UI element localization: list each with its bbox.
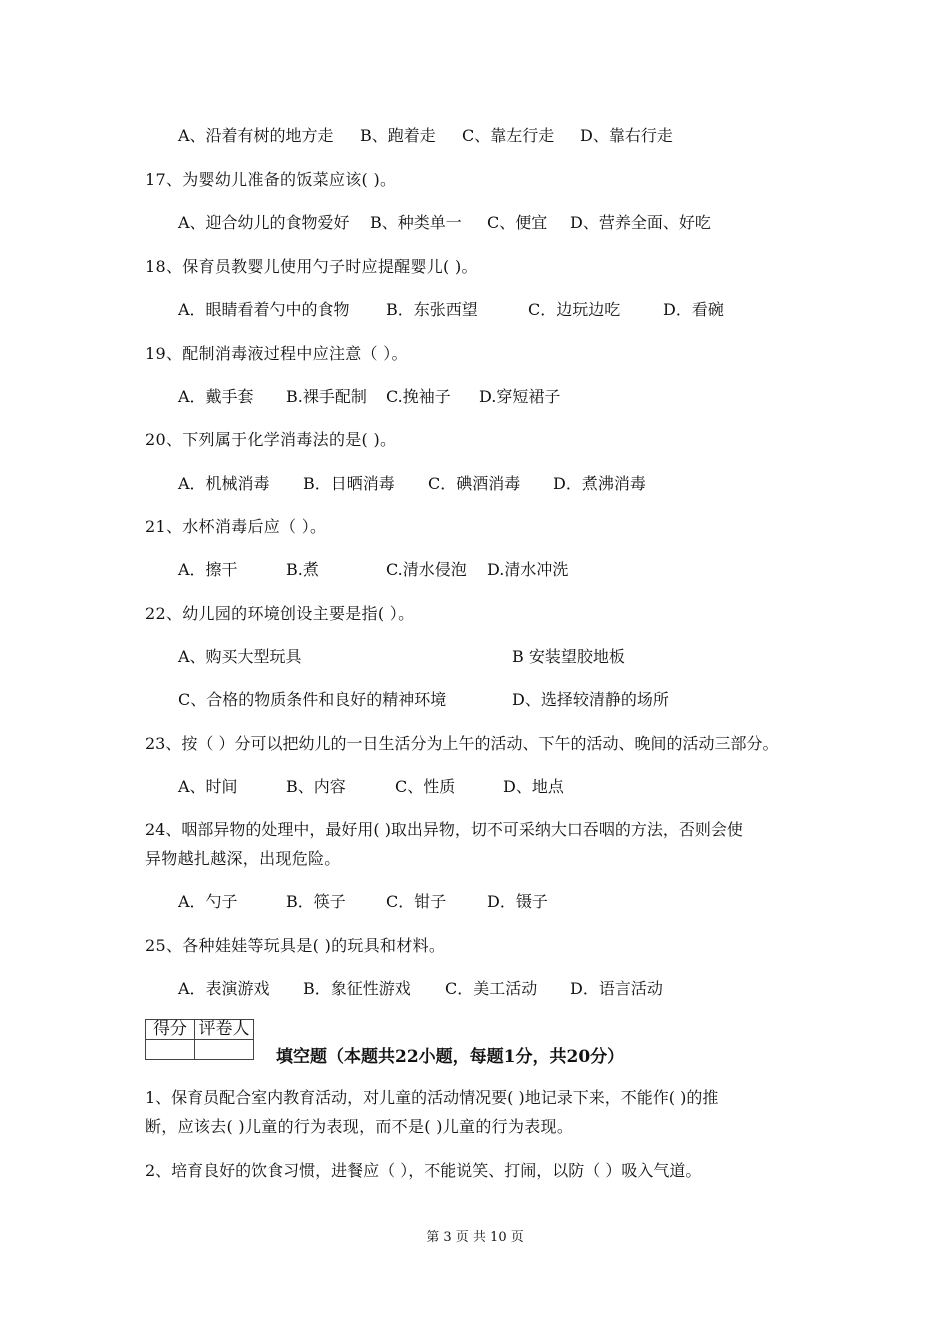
q24-option-a: A．勺子 [178, 892, 238, 911]
score-label: 得分 [146, 1020, 195, 1040]
q25-option-c: C．美工活动 [445, 979, 538, 998]
q22-option-a: A、购买大型玩具 [178, 647, 302, 666]
q19-option-a: A．戴手套 [178, 387, 254, 406]
q24-option-c: C．钳子 [386, 892, 447, 911]
score-cell [146, 1040, 195, 1060]
grader-cell [195, 1040, 254, 1060]
grader-label: 评卷人 [195, 1020, 254, 1040]
q17-question: 17、为婴幼儿准备的饭菜应该( )。 [145, 170, 397, 189]
q16-option-a: A、沿着有树的地方走 [178, 126, 334, 145]
q23-option-a: A、时间 [178, 777, 238, 796]
q19-option-c: C.挽袖子 [386, 387, 451, 406]
page-footer: 第 3 页 共 10 页 [426, 1230, 524, 1245]
q25-option-b: B．象征性游戏 [303, 979, 411, 998]
q19-question: 19、配制消毒液过程中应注意（ ）。 [145, 344, 408, 363]
q22-option-c: C、合格的物质条件和良好的精神环境 [178, 690, 447, 709]
q17-option-b: B、种类单一 [370, 213, 462, 232]
q23-option-b: B、内容 [286, 777, 346, 796]
fill2-question: 2、培育良好的饮食习惯，进餐应（ ），不能说笑、打闹，以防（ ）吸入气道。 [145, 1161, 702, 1180]
q25-option-a: A．表演游戏 [178, 979, 270, 998]
q16-option-c: C、靠左行走 [462, 126, 555, 145]
section-title: 填空题（本题共22小题，每题1分，共20分） [276, 1047, 625, 1067]
q16-option-d: D、靠右行走 [580, 126, 673, 145]
q23-option-c: C、性质 [395, 777, 456, 796]
q24-question-line1: 24、咽部异物的处理中，最好用( )取出异物，切不可采纳大口吞咽的方法，否则会使 [145, 820, 743, 839]
q17-option-d: D、营养全面、好吃 [570, 213, 711, 232]
q17-option-c: C、便宜 [487, 213, 548, 232]
q22-option-d: D、选择较清静的场所 [512, 690, 669, 709]
q25-question: 25、各种娃娃等玩具是( )的玩具和材料。 [145, 936, 446, 955]
q22-option-b: B 安装望胶地板 [512, 647, 625, 666]
q17-option-a: A、迎合幼儿的食物爱好 [178, 213, 350, 232]
q18-option-c: C．边玩边吃 [528, 300, 621, 319]
fill1-line2: 断，应该去( )儿童的行为表现，而不是( )儿童的行为表现。 [145, 1117, 574, 1136]
q18-option-a: A．眼睛看着勺中的食物 [178, 300, 350, 319]
q19-option-d: D.穿短裙子 [479, 387, 561, 406]
q21-option-c: C.清水侵泡 [386, 560, 467, 579]
q22-question: 22、幼儿园的环境创设主要是指( ）。 [145, 604, 415, 623]
q21-option-d: D.清水冲洗 [487, 560, 569, 579]
q24-question-line2: 异物越扎越深，出现危险。 [145, 849, 341, 868]
q20-option-a: A．机械消毒 [178, 474, 270, 493]
q18-option-b: B．东张西望 [386, 300, 478, 319]
q23-question: 23、按（ ）分可以把幼儿的一日生活分为上午的活动、下午的活动、晚间的活动三部分。 [145, 734, 779, 753]
q20-option-b: B．日晒消毒 [303, 474, 395, 493]
q19-option-b: B.裸手配制 [286, 387, 367, 406]
q16-option-b: B、跑着走 [360, 126, 436, 145]
q20-option-c: C．碘酒消毒 [428, 474, 521, 493]
q20-question: 20、下列属于化学消毒法的是( )。 [145, 430, 397, 449]
q21-option-b: B.煮 [286, 560, 319, 579]
score-box [145, 1019, 254, 1060]
q24-option-d: D．镊子 [487, 892, 548, 911]
q18-option-d: D．看碗 [663, 300, 724, 319]
q23-option-d: D、地点 [503, 777, 564, 796]
fill1-line1: 1、保育员配合室内教育活动，对儿童的活动情况要( )地记录下来，不能作( )的推 [145, 1088, 719, 1107]
q18-question: 18、保育员教婴儿使用勺子时应提醒婴儿( )。 [145, 257, 478, 276]
q21-question: 21、水杯消毒后应（ ）。 [145, 517, 327, 536]
q24-option-b: B．筷子 [286, 892, 346, 911]
q20-option-d: D．煮沸消毒 [553, 474, 646, 493]
q21-option-a: A．擦干 [178, 560, 238, 579]
q25-option-d: D．语言活动 [570, 979, 663, 998]
